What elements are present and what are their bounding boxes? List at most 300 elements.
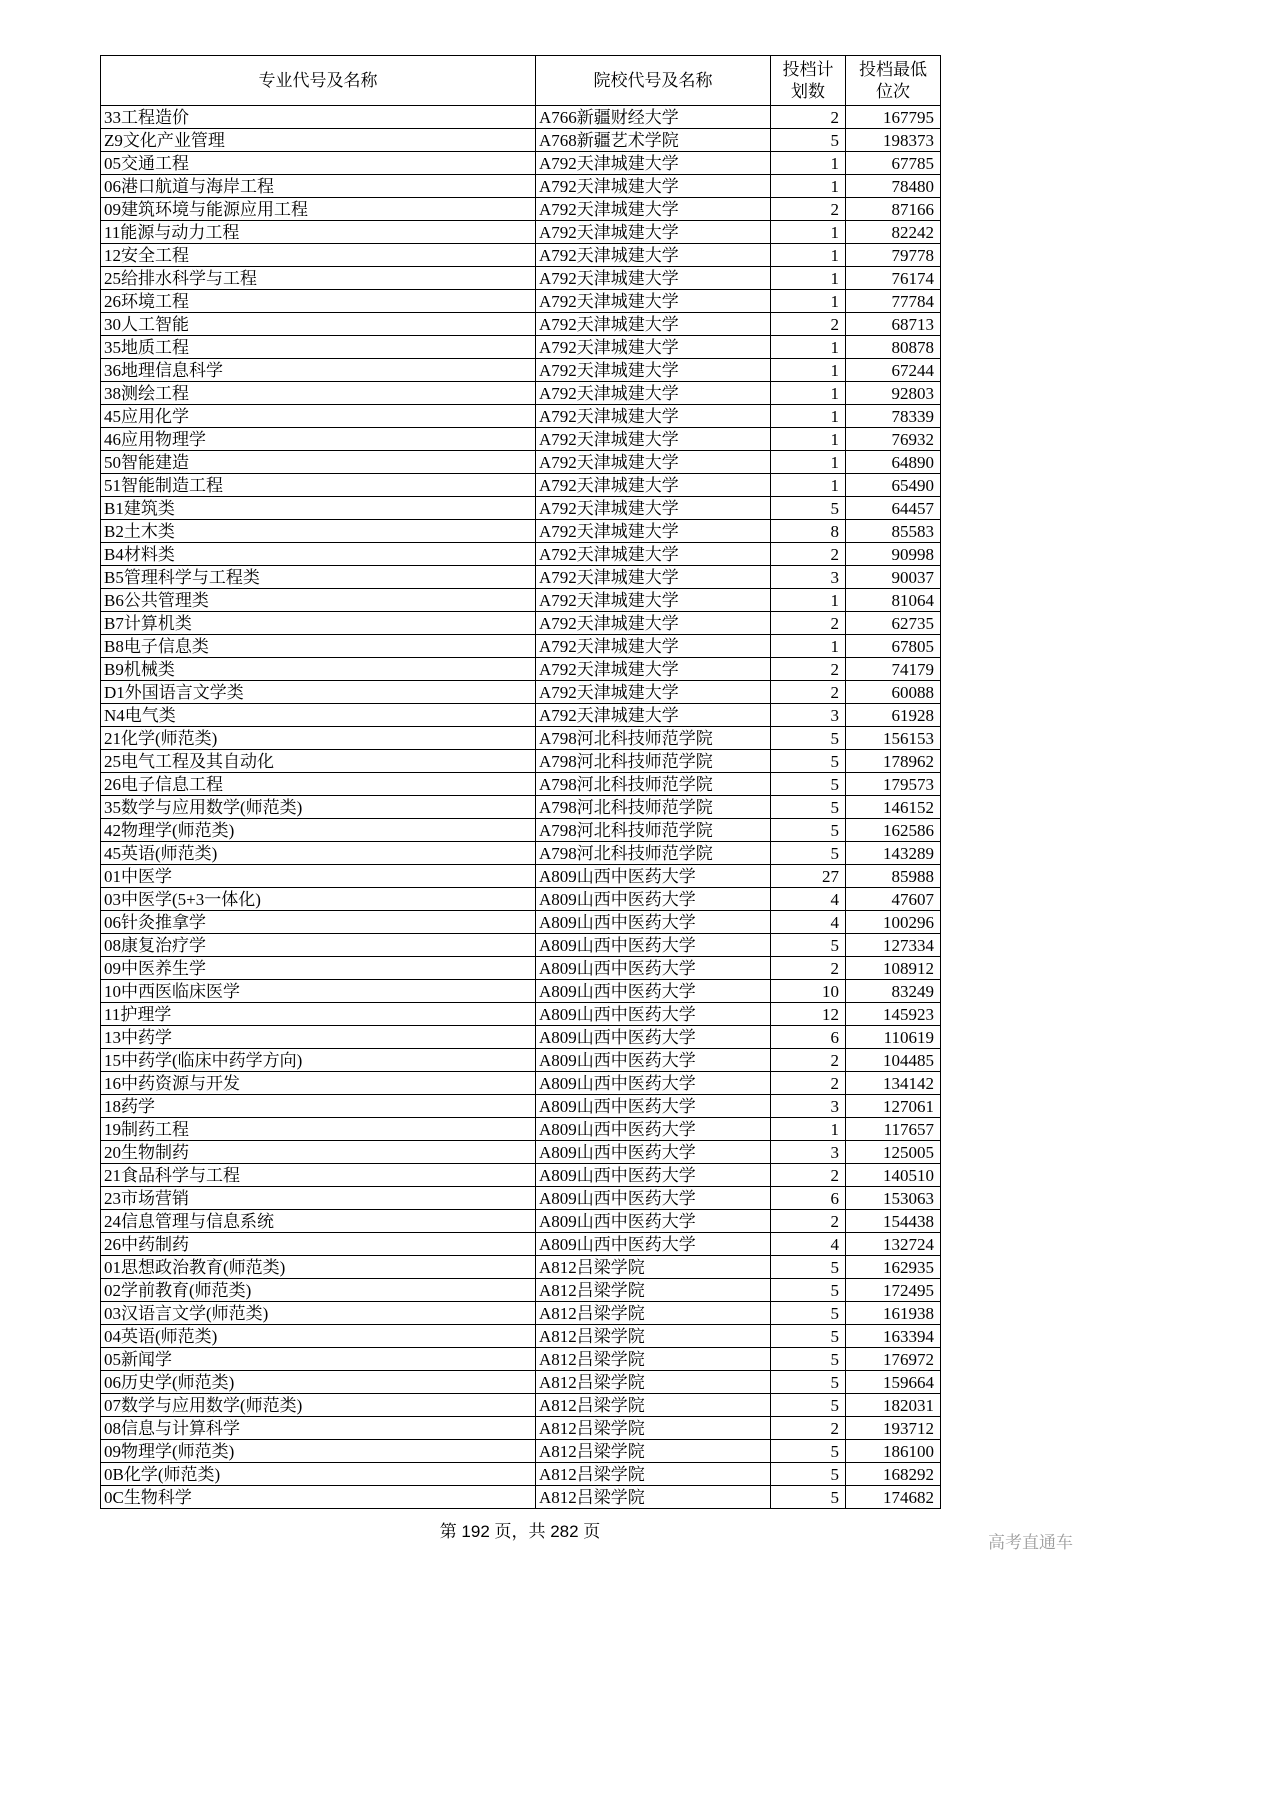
institution-cell: A792天津城建大学	[536, 520, 771, 543]
institution-cell: A809山西中医药大学	[536, 1233, 771, 1256]
min-rank-cell: 186100	[846, 1440, 941, 1463]
major-cell: 09中医养生学	[101, 957, 536, 980]
plan-count-cell: 1	[771, 1118, 846, 1141]
watermark-text: 高考直通车	[988, 1533, 1073, 1552]
institution-cell: A809山西中医药大学	[536, 957, 771, 980]
institution-cell: A792天津城建大学	[536, 566, 771, 589]
min-rank-cell: 174682	[846, 1486, 941, 1509]
min-rank-cell: 47607	[846, 888, 941, 911]
plan-count-cell: 2	[771, 1417, 846, 1440]
table-row	[101, 428, 941, 451]
plan-count-cell: 1	[771, 405, 846, 428]
table-row	[101, 865, 941, 888]
institution-cell: A792天津城建大学	[536, 405, 771, 428]
table-row	[101, 359, 941, 382]
institution-cell: A809山西中医药大学	[536, 1026, 771, 1049]
min-rank-cell: 162935	[846, 1256, 941, 1279]
plan-count-cell: 6	[771, 1187, 846, 1210]
plan-count-cell: 2	[771, 612, 846, 635]
major-cell: 20生物制药	[101, 1141, 536, 1164]
institution-cell: A809山西中医药大学	[536, 934, 771, 957]
min-rank-cell: 60088	[846, 681, 941, 704]
institution-cell: A809山西中医药大学	[536, 1210, 771, 1233]
min-rank-cell: 74179	[846, 658, 941, 681]
institution-cell: A768新疆艺术学院	[536, 129, 771, 152]
min-rank-cell: 179573	[846, 773, 941, 796]
institution-cell: A809山西中医药大学	[536, 1049, 771, 1072]
table-row	[101, 980, 941, 1003]
major-cell: B5管理科学与工程类	[101, 566, 536, 589]
min-rank-cell: 178962	[846, 750, 941, 773]
plan-count-cell: 5	[771, 727, 846, 750]
min-rank-cell: 162586	[846, 819, 941, 842]
institution-cell: A812吕梁学院	[536, 1440, 771, 1463]
header-plan-count	[771, 56, 846, 106]
min-rank-cell: 67785	[846, 152, 941, 175]
plan-count-cell: 3	[771, 1095, 846, 1118]
table-row	[101, 451, 941, 474]
min-rank-cell: 172495	[846, 1279, 941, 1302]
major-cell: 21食品科学与工程	[101, 1164, 536, 1187]
plan-count-cell: 8	[771, 520, 846, 543]
major-cell: 0B化学(师范类)	[101, 1463, 536, 1486]
institution-cell: A798河北科技师范学院	[536, 750, 771, 773]
table-row	[101, 704, 941, 727]
institution-cell: A809山西中医药大学	[536, 865, 771, 888]
table-row	[101, 1164, 941, 1187]
institution-cell: A792天津城建大学	[536, 543, 771, 566]
major-cell: 08信息与计算科学	[101, 1417, 536, 1440]
plan-count-cell: 3	[771, 1141, 846, 1164]
table-row	[101, 382, 941, 405]
plan-count-cell: 2	[771, 957, 846, 980]
plan-count-cell: 2	[771, 1049, 846, 1072]
min-rank-cell: 153063	[846, 1187, 941, 1210]
min-rank-cell: 104485	[846, 1049, 941, 1072]
institution-cell: A809山西中医药大学	[536, 888, 771, 911]
institution-cell: A792天津城建大学	[536, 681, 771, 704]
institution-cell: A798河北科技师范学院	[536, 842, 771, 865]
table-row	[101, 152, 941, 175]
table-row	[101, 175, 941, 198]
plan-count-cell: 5	[771, 934, 846, 957]
table-row	[101, 681, 941, 704]
institution-cell: A809山西中医药大学	[536, 1095, 771, 1118]
institution-cell: A792天津城建大学	[536, 474, 771, 497]
institution-cell: A798河北科技师范学院	[536, 727, 771, 750]
major-cell: 19制药工程	[101, 1118, 536, 1141]
major-cell: 36地理信息科学	[101, 359, 536, 382]
plan-count-cell: 1	[771, 451, 846, 474]
min-rank-cell: 127061	[846, 1095, 941, 1118]
major-cell: B1建筑类	[101, 497, 536, 520]
table-row	[101, 1440, 941, 1463]
plan-count-cell: 4	[771, 911, 846, 934]
major-cell: 23市场营销	[101, 1187, 536, 1210]
min-rank-cell: 87166	[846, 198, 941, 221]
major-cell: 09建筑环境与能源应用工程	[101, 198, 536, 221]
min-rank-cell: 127334	[846, 934, 941, 957]
plan-count-cell: 2	[771, 106, 846, 129]
institution-cell: A812吕梁学院	[536, 1486, 771, 1509]
major-cell: B2土木类	[101, 520, 536, 543]
plan-count-cell: 1	[771, 382, 846, 405]
major-cell: 45应用化学	[101, 405, 536, 428]
min-rank-cell: 100296	[846, 911, 941, 934]
major-cell: 26中药制药	[101, 1233, 536, 1256]
major-cell: 35地质工程	[101, 336, 536, 359]
institution-cell: A792天津城建大学	[536, 198, 771, 221]
table-row	[101, 474, 941, 497]
major-cell: B7计算机类	[101, 612, 536, 635]
table-row	[101, 1325, 941, 1348]
table-row	[101, 336, 941, 359]
plan-count-cell: 12	[771, 1003, 846, 1026]
major-cell: 51智能制造工程	[101, 474, 536, 497]
major-cell: 11护理学	[101, 1003, 536, 1026]
plan-count-cell: 5	[771, 1325, 846, 1348]
major-cell: 11能源与动力工程	[101, 221, 536, 244]
page-number: 第 192 页，共 282 页	[439, 1522, 601, 1541]
header-plan-line2: 划数	[791, 81, 825, 101]
plan-count-cell: 2	[771, 198, 846, 221]
table-row	[101, 888, 941, 911]
major-cell: 05新闻学	[101, 1348, 536, 1371]
plan-count-cell: 1	[771, 336, 846, 359]
major-cell: B9机械类	[101, 658, 536, 681]
table-row	[101, 1348, 941, 1371]
major-cell: 04英语(师范类)	[101, 1325, 536, 1348]
min-rank-cell: 132724	[846, 1233, 941, 1256]
institution-cell: A792天津城建大学	[536, 313, 771, 336]
table-row	[101, 727, 941, 750]
table-row	[101, 957, 941, 980]
min-rank-cell: 193712	[846, 1417, 941, 1440]
table-row	[101, 267, 941, 290]
table-row	[101, 750, 941, 773]
major-cell: 08康复治疗学	[101, 934, 536, 957]
header-plan-line1: 投档计	[782, 59, 834, 79]
min-rank-cell: 198373	[846, 129, 941, 152]
min-rank-cell: 67244	[846, 359, 941, 382]
table-row	[101, 1003, 941, 1026]
table-row	[101, 1417, 941, 1440]
major-cell: 0C生物科学	[101, 1486, 536, 1509]
institution-cell: A792天津城建大学	[536, 451, 771, 474]
min-rank-cell: 163394	[846, 1325, 941, 1348]
min-rank-cell: 167795	[846, 106, 941, 129]
table-row	[101, 566, 941, 589]
min-rank-cell: 140510	[846, 1164, 941, 1187]
major-cell: 01中医学	[101, 865, 536, 888]
major-cell: 01思想政治教育(师范类)	[101, 1256, 536, 1279]
plan-count-cell: 3	[771, 704, 846, 727]
plan-count-cell: 2	[771, 1164, 846, 1187]
table-row	[101, 543, 941, 566]
plan-count-cell: 4	[771, 888, 846, 911]
plan-count-cell: 4	[771, 1233, 846, 1256]
header-major-label: 专业代号及名称	[258, 70, 378, 90]
institution-cell: A792天津城建大学	[536, 428, 771, 451]
major-cell: 33工程造价	[101, 106, 536, 129]
major-cell: 25电气工程及其自动化	[101, 750, 536, 773]
plan-count-cell: 1	[771, 635, 846, 658]
institution-cell: A812吕梁学院	[536, 1371, 771, 1394]
header-institution-code-name	[536, 56, 771, 106]
institution-cell: A809山西中医药大学	[536, 1072, 771, 1095]
table-row	[101, 1049, 941, 1072]
min-rank-cell: 81064	[846, 589, 941, 612]
major-cell: 03汉语言文学(师范类)	[101, 1302, 536, 1325]
institution-cell: A812吕梁学院	[536, 1256, 771, 1279]
institution-cell: A812吕梁学院	[536, 1394, 771, 1417]
major-cell: B6公共管理类	[101, 589, 536, 612]
table-row	[101, 635, 941, 658]
table-row	[101, 497, 941, 520]
institution-cell: A812吕梁学院	[536, 1302, 771, 1325]
min-rank-cell: 68713	[846, 313, 941, 336]
institution-cell: A792天津城建大学	[536, 267, 771, 290]
major-cell: N4电气类	[101, 704, 536, 727]
institution-cell: A809山西中医药大学	[536, 1164, 771, 1187]
min-rank-cell: 146152	[846, 796, 941, 819]
plan-count-cell: 1	[771, 359, 846, 382]
min-rank-cell: 77784	[846, 290, 941, 313]
plan-count-cell: 1	[771, 175, 846, 198]
header-rank-line2: 位次	[876, 81, 910, 101]
institution-cell: A792天津城建大学	[536, 635, 771, 658]
header-rank-line1: 投档最低	[859, 59, 927, 79]
min-rank-cell: 134142	[846, 1072, 941, 1095]
header-min-rank	[846, 56, 941, 106]
table-row	[101, 221, 941, 244]
min-rank-cell: 182031	[846, 1394, 941, 1417]
plan-count-cell: 5	[771, 1394, 846, 1417]
plan-count-cell: 1	[771, 267, 846, 290]
institution-cell: A809山西中医药大学	[536, 911, 771, 934]
plan-count-cell: 27	[771, 865, 846, 888]
major-cell: 26环境工程	[101, 290, 536, 313]
major-cell: 15中药学(临床中药学方向)	[101, 1049, 536, 1072]
table-row	[101, 911, 941, 934]
major-cell: 16中药资源与开发	[101, 1072, 536, 1095]
plan-count-cell: 5	[771, 129, 846, 152]
institution-cell: A792天津城建大学	[536, 336, 771, 359]
min-rank-cell: 78339	[846, 405, 941, 428]
plan-count-cell: 2	[771, 1072, 846, 1095]
institution-cell: A792天津城建大学	[536, 359, 771, 382]
plan-count-cell: 5	[771, 1279, 846, 1302]
major-cell: 05交通工程	[101, 152, 536, 175]
table-row	[101, 405, 941, 428]
institution-cell: A812吕梁学院	[536, 1348, 771, 1371]
min-rank-cell: 61928	[846, 704, 941, 727]
institution-cell: A792天津城建大学	[536, 658, 771, 681]
major-cell: D1外国语言文学类	[101, 681, 536, 704]
major-cell: 24信息管理与信息系统	[101, 1210, 536, 1233]
plan-count-cell: 1	[771, 428, 846, 451]
table-row	[101, 1095, 941, 1118]
table-row	[101, 842, 941, 865]
table-row	[101, 1394, 941, 1417]
institution-cell: A809山西中医药大学	[536, 1187, 771, 1210]
major-cell: 21化学(师范类)	[101, 727, 536, 750]
major-cell: 06港口航道与海岸工程	[101, 175, 536, 198]
major-cell: 45英语(师范类)	[101, 842, 536, 865]
table-row	[101, 1371, 941, 1394]
major-cell: 25给排水科学与工程	[101, 267, 536, 290]
min-rank-cell: 90037	[846, 566, 941, 589]
plan-count-cell: 5	[771, 796, 846, 819]
table-row	[101, 773, 941, 796]
min-rank-cell: 159664	[846, 1371, 941, 1394]
table-row	[101, 934, 941, 957]
major-cell: 06历史学(师范类)	[101, 1371, 536, 1394]
plan-count-cell: 1	[771, 290, 846, 313]
plan-count-cell: 1	[771, 474, 846, 497]
plan-count-cell: 5	[771, 842, 846, 865]
table-row	[101, 1279, 941, 1302]
plan-count-cell: 5	[771, 1486, 846, 1509]
min-rank-cell: 64457	[846, 497, 941, 520]
institution-cell: A809山西中医药大学	[536, 1003, 771, 1026]
institution-cell: A792天津城建大学	[536, 244, 771, 267]
plan-count-cell: 5	[771, 773, 846, 796]
plan-count-cell: 1	[771, 244, 846, 267]
table-row	[101, 658, 941, 681]
table-row	[101, 612, 941, 635]
major-cell: B4材料类	[101, 543, 536, 566]
major-cell: 13中药学	[101, 1026, 536, 1049]
institution-cell: A812吕梁学院	[536, 1279, 771, 1302]
institution-cell: A812吕梁学院	[536, 1417, 771, 1440]
major-cell: Z9文化产业管理	[101, 129, 536, 152]
plan-count-cell: 5	[771, 1371, 846, 1394]
min-rank-cell: 83249	[846, 980, 941, 1003]
institution-cell: A798河北科技师范学院	[536, 796, 771, 819]
major-cell: 02学前教育(师范类)	[101, 1279, 536, 1302]
plan-count-cell: 6	[771, 1026, 846, 1049]
min-rank-cell: 154438	[846, 1210, 941, 1233]
min-rank-cell: 67805	[846, 635, 941, 658]
institution-cell: A792天津城建大学	[536, 221, 771, 244]
table-row	[101, 1118, 941, 1141]
major-cell: 42物理学(师范类)	[101, 819, 536, 842]
plan-count-cell: 2	[771, 313, 846, 336]
table-row	[101, 244, 941, 267]
min-rank-cell: 76174	[846, 267, 941, 290]
institution-cell: A812吕梁学院	[536, 1325, 771, 1348]
institution-cell: A798河北科技师范学院	[536, 819, 771, 842]
table-row	[101, 313, 941, 336]
min-rank-cell: 76932	[846, 428, 941, 451]
plan-count-cell: 5	[771, 750, 846, 773]
table-row	[101, 1463, 941, 1486]
min-rank-cell: 79778	[846, 244, 941, 267]
major-cell: 03中医学(5+3一体化)	[101, 888, 536, 911]
min-rank-cell: 143289	[846, 842, 941, 865]
min-rank-cell: 117657	[846, 1118, 941, 1141]
table-row	[101, 129, 941, 152]
table-row	[101, 1256, 941, 1279]
institution-cell: A792天津城建大学	[536, 152, 771, 175]
major-cell: 18药学	[101, 1095, 536, 1118]
plan-count-cell: 2	[771, 1210, 846, 1233]
min-rank-cell: 65490	[846, 474, 941, 497]
min-rank-cell: 161938	[846, 1302, 941, 1325]
table-header-row	[101, 56, 941, 106]
plan-count-cell: 5	[771, 1440, 846, 1463]
plan-count-cell: 5	[771, 1348, 846, 1371]
institution-cell: A809山西中医药大学	[536, 980, 771, 1003]
plan-count-cell: 5	[771, 497, 846, 520]
institution-cell: A792天津城建大学	[536, 382, 771, 405]
plan-count-cell: 1	[771, 221, 846, 244]
institution-cell: A792天津城建大学	[536, 175, 771, 198]
major-cell: 10中西医临床医学	[101, 980, 536, 1003]
institution-cell: A766新疆财经大学	[536, 106, 771, 129]
major-cell: 30人工智能	[101, 313, 536, 336]
min-rank-cell: 108912	[846, 957, 941, 980]
min-rank-cell: 78480	[846, 175, 941, 198]
min-rank-cell: 145923	[846, 1003, 941, 1026]
table-row	[101, 520, 941, 543]
table-row	[101, 1210, 941, 1233]
plan-count-cell: 2	[771, 681, 846, 704]
major-cell: 12安全工程	[101, 244, 536, 267]
table-row	[101, 1072, 941, 1095]
min-rank-cell: 90998	[846, 543, 941, 566]
header-major-code-name	[101, 56, 536, 106]
plan-count-cell: 3	[771, 566, 846, 589]
min-rank-cell: 92803	[846, 382, 941, 405]
min-rank-cell: 110619	[846, 1026, 941, 1049]
plan-count-cell: 5	[771, 1302, 846, 1325]
table-row	[101, 1026, 941, 1049]
table-row	[101, 819, 941, 842]
institution-cell: A792天津城建大学	[536, 290, 771, 313]
min-rank-cell: 125005	[846, 1141, 941, 1164]
table-row	[101, 1486, 941, 1509]
major-cell: 06针灸推拿学	[101, 911, 536, 934]
major-cell: 50智能建造	[101, 451, 536, 474]
header-institution-label: 院校代号及名称	[593, 70, 713, 90]
table-row	[101, 1302, 941, 1325]
institution-cell: A792天津城建大学	[536, 589, 771, 612]
major-cell: 26电子信息工程	[101, 773, 536, 796]
min-rank-cell: 176972	[846, 1348, 941, 1371]
plan-count-cell: 5	[771, 1256, 846, 1279]
min-rank-cell: 62735	[846, 612, 941, 635]
table-row	[101, 198, 941, 221]
institution-cell: A798河北科技师范学院	[536, 773, 771, 796]
plan-count-cell: 2	[771, 543, 846, 566]
institution-cell: A809山西中医药大学	[536, 1118, 771, 1141]
plan-count-cell: 1	[771, 589, 846, 612]
min-rank-cell: 64890	[846, 451, 941, 474]
major-cell: 35数学与应用数学(师范类)	[101, 796, 536, 819]
institution-cell: A809山西中医药大学	[536, 1141, 771, 1164]
table-row	[101, 1141, 941, 1164]
plan-count-cell: 2	[771, 658, 846, 681]
plan-count-cell: 5	[771, 819, 846, 842]
table-row	[101, 1187, 941, 1210]
plan-count-cell: 1	[771, 152, 846, 175]
min-rank-cell: 80878	[846, 336, 941, 359]
institution-cell: A792天津城建大学	[536, 704, 771, 727]
table-row	[101, 1233, 941, 1256]
table-row	[101, 106, 941, 129]
